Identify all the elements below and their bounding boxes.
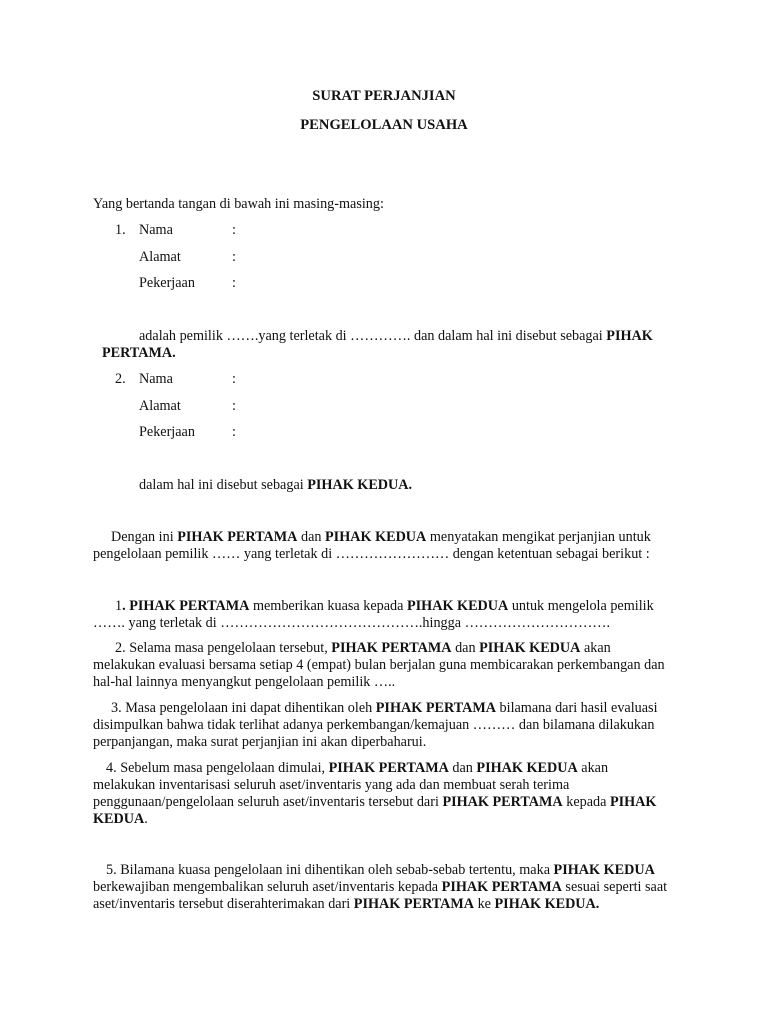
statement-line-2: pengelolaan pemilik …… yang terletak di …………………… dengan ketentuan sebagai berikut : <box>93 546 650 562</box>
party1-colon-alamat: : <box>232 249 236 265</box>
clause-3-line-3: perpanjangan, maka surat perjanjian ini akan diperbaharui. <box>93 734 427 750</box>
party2-field-nama: Nama <box>139 371 173 387</box>
title-line-2: PENGELOLAAN USAHA <box>300 117 468 133</box>
clause-5-line-1: 5. Bilamana kuasa pengelolaan ini dihentikan oleh sebab-sebab tertentu, maka PIHAK KEDUA <box>106 862 655 878</box>
clause-3-line-2: disimpulkan bahwa tidak terlihat adanya perkembangan/kemajuan ……… dan bilamana dilakukan <box>93 717 655 733</box>
clause-5-line-3: aset/inventaris tersebut diserahterimakan dari PIHAK PERTAMA ke PIHAK KEDUA. <box>93 896 600 912</box>
clause-2-line-2: melakukan evaluasi bersama setiap 4 (empat) bulan berjalan guna membicarakan perkembangan dan <box>93 657 665 673</box>
clause-1-line-1: 1. PIHAK PERTAMA memberikan kuasa kepada PIHAK KEDUA untuk mengelola pemilik <box>115 598 654 614</box>
party1-colon-pekerjaan: : <box>232 275 236 291</box>
party1-field-nama: Nama <box>139 222 173 238</box>
party2-colon-nama: : <box>232 371 236 387</box>
party2-colon-pekerjaan: : <box>232 424 236 440</box>
party2-colon-alamat: : <box>232 398 236 414</box>
party1-description: adalah pemilik …….yang terletak di …………. dan dalam hal ini disebut sebagai PIHAK <box>139 328 653 344</box>
clause-1-line-2: ……. yang terletak di …………………………………….hingga …………………………. <box>93 615 611 631</box>
party1-description-cont: PERTAMA. <box>102 345 176 361</box>
clause-3-line-1: 3. Masa pengelolaan ini dapat dihentikan oleh PIHAK PERTAMA bilamana dari hasil evaluasi <box>111 700 658 716</box>
party1-colon-nama: : <box>232 222 236 238</box>
statement-line-1: Dengan ini PIHAK PERTAMA dan PIHAK KEDUA menyatakan mengikat perjanjian untuk <box>111 529 651 545</box>
clause-4-line-4: KEDUA. <box>93 811 148 827</box>
intro-text: Yang bertanda tangan di bawah ini masing-masing: <box>93 196 384 212</box>
party2-field-alamat: Alamat <box>139 398 181 414</box>
party2-description: dalam hal ini disebut sebagai PIHAK KEDUA. <box>139 477 413 493</box>
party1-number: 1. <box>115 222 126 238</box>
party2-field-pekerjaan: Pekerjaan <box>139 424 195 440</box>
clause-2-line-1: 2. Selama masa pengelolaan tersebut, PIHAK PERTAMA dan PIHAK KEDUA akan <box>115 640 611 656</box>
title-line-1: SURAT PERJANJIAN <box>312 88 456 104</box>
clause-2-line-3: hal-hal lainnya menyangkut pengelolaan pemilik ….. <box>93 674 396 690</box>
clause-4-line-3: penggunaan/pengelolaan seluruh aset/inventaris tersebut dari PIHAK PERTAMA kepada PIHAK <box>93 794 657 810</box>
clause-5-line-2: berkewajiban mengembalikan seluruh aset/inventaris kepada PIHAK PERTAMA sesuai seperti saat <box>93 879 668 895</box>
clause-4-line-2: melakukan inventarisasi seluruh aset/inventaris yang ada dan membuat serah terima <box>93 777 570 793</box>
party2-number: 2. <box>115 371 126 387</box>
clause-4-line-1: 4. Sebelum masa pengelolaan dimulai, PIHAK PERTAMA dan PIHAK KEDUA akan <box>106 760 609 776</box>
party1-field-alamat: Alamat <box>139 249 181 265</box>
party1-field-pekerjaan: Pekerjaan <box>139 275 195 291</box>
